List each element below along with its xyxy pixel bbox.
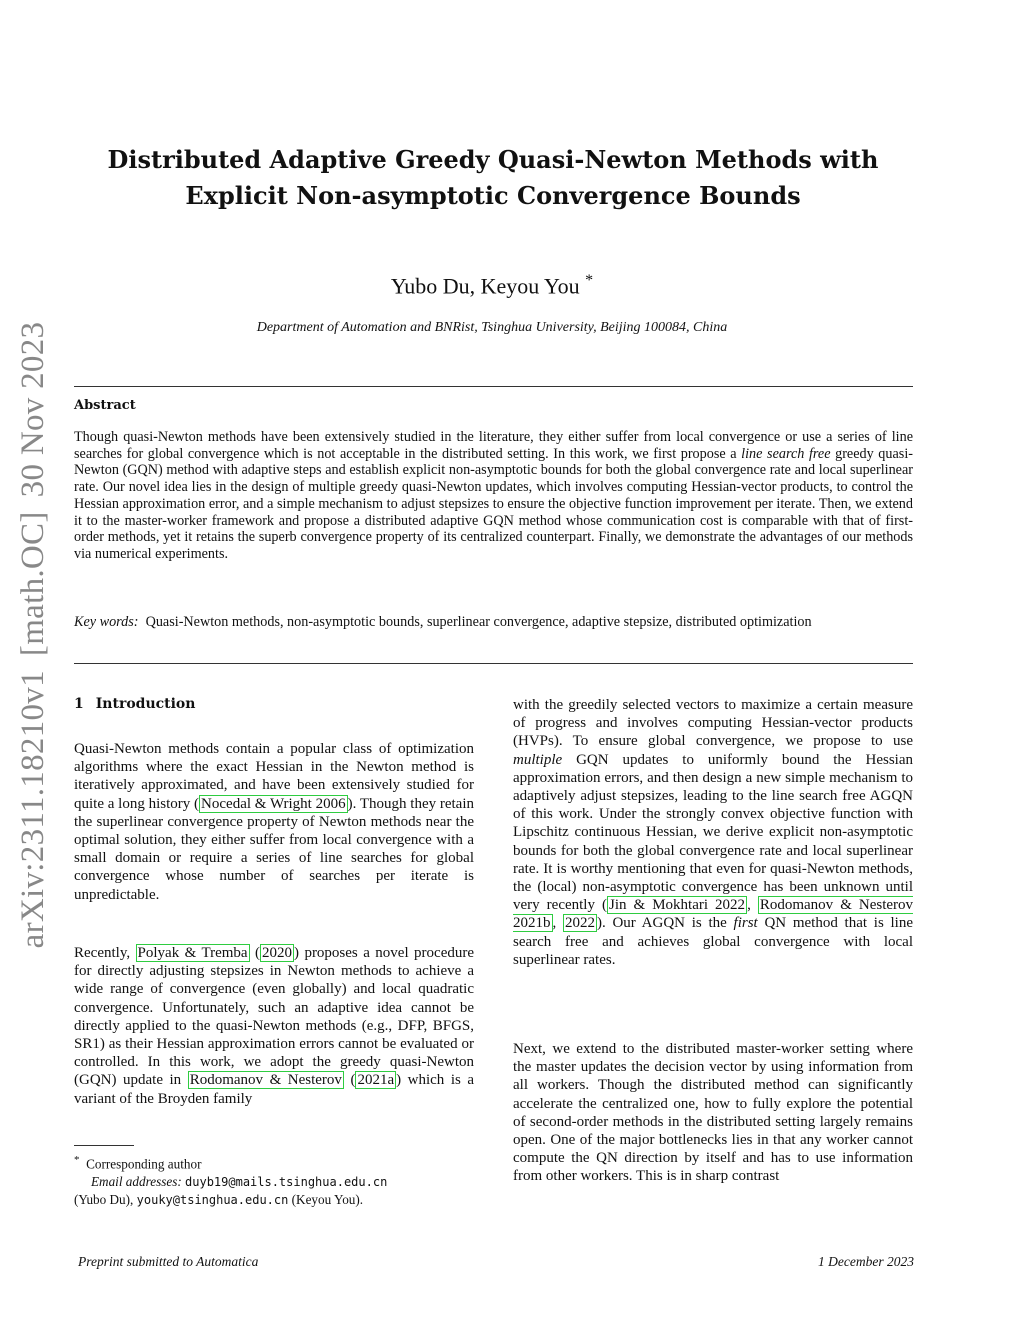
footnote-line-3	[74, 1191, 474, 1209]
author-name: (Yubo Du),	[74, 1192, 134, 1208]
arxiv-id: arXiv:2311.18210v1	[15, 670, 51, 949]
footer-date: 1 December 2023	[818, 1254, 914, 1269]
citation-link[interactable]: Nocedal & Wright 2006	[201, 795, 346, 812]
section-title: Introduction	[95, 696, 196, 712]
keywords-label: Key words:	[74, 614, 139, 630]
footnote-line-2	[74, 1173, 474, 1191]
arxiv-identifier	[10, 315, 56, 955]
arxiv-date: 30 Nov 2023	[15, 321, 51, 498]
section-number: 1	[74, 696, 84, 712]
paragraph-text: QN method that is line search free and achieves global convergence with local superlinear rates.	[513, 915, 914, 968]
citation-link[interactable]: Rodomanov & Nesterov 2021b	[513, 897, 914, 932]
citation-link[interactable]: Rodomanov & Nesterov	[189, 1072, 342, 1089]
intro-paragraph-1	[74, 740, 474, 904]
paragraph-text: ) which is a variant of the Broyden family	[74, 1072, 475, 1107]
email-link[interactable]: youky@tsinghua.edu.cn	[136, 1193, 289, 1208]
bottom-divider	[74, 663, 913, 664]
author-name: (Keyou You).	[291, 1192, 364, 1208]
paragraph-text: Quasi-Newton methods contain a popular class of optimization algorithms where the exact Hessian in the Newton method is iteratively approximated, and have been extensively studied for quite a long history (	[74, 741, 474, 812]
title-line-1: Distributed Adaptive Greedy Quasi-Newton Methods with	[107, 145, 879, 174]
footnote-line-1	[74, 1151, 474, 1173]
footnote-mark: *	[74, 1154, 80, 1166]
paragraph-text: ) proposes a novel procedure for directly adjusting stepsizes in Newton methods to achieve a wide range of convergence (even globally) and local quadratic convergence. Unfortunately, such an adaptive idea cannot be directly applied to the quasi-Newton methods (e.g., DFP, BFGS, SR1) as their Hessian approximation errors cannot be evaluated or controlled. In this work, we adopt the greedy quasi-Newton (GQN) update in	[74, 945, 475, 1089]
abstract-body	[74, 429, 913, 563]
paper-title	[60, 142, 926, 214]
affiliation: Department of Automation and BNRist, Tsinghua University, Beijing 100084, China	[256, 320, 728, 335]
authors	[0, 272, 984, 299]
emphasis: first	[733, 915, 758, 932]
paragraph-text: GQN updates to uniformly bound the Hessian approximation errors, and then design a new simple mechanism to adaptively adjust stepsizes, leading to the line search free AGQN of this work. Under the strongly convex objective function with Lipschitz continuous Hessian, we derive explicit non-asymptotic bounds for both the global convergence rate and local superlinear rate. It is worthy mentioning that even for quasi-Newton methods, the (local) non-asymptotic convergence has been unknown until very recently (	[513, 751, 913, 914]
intro-paragraph-4: Next, we extend to the distributed master-worker setting where the master updates the decision vector by using information from all workers. Though the distributed method can significantly accelerate the centralized one, how to fully explore the potential of second-order methods in the distributed setting largely remains open. One of the major bottlenecks lies in that any worker cannot compute the QN direction by itself and has to use information from other workers. This is in sharp contrast	[513, 1041, 913, 1185]
paragraph-text: ,	[552, 915, 563, 932]
abstract-text-part: Though quasi-Newton methods have been extensively studied in the literature, they either suffer from local convergence or use a series of line searches for global convergence which is not acceptable in the distributed setting. In this work, we first propose a	[74, 429, 913, 462]
paragraph-text: (	[249, 945, 261, 961]
section-heading	[74, 696, 195, 712]
abstract-heading: Abstract	[74, 398, 136, 413]
email-link[interactable]: duyb19@mails.tsinghua.edu.cn	[185, 1175, 388, 1190]
citation-link[interactable]: Jin & Mokhtari 2022	[609, 897, 746, 914]
citation-link[interactable]: 2022	[564, 915, 595, 932]
keywords-text: Quasi-Newton methods, non-asymptotic bounds, superlinear convergence, adaptive stepsize, distributed optimization	[145, 614, 812, 630]
paragraph-text: ). Though they retain the superlinear convergence property of Newton methods near the optimal solution, they either suffer from local convergence with a small domain or require a series of line searches for global convergence whose number of searches per iterate is unpredictable.	[74, 795, 475, 903]
intro-paragraph-3	[513, 696, 913, 969]
citation-link[interactable]: 2021a	[357, 1072, 395, 1089]
footer-preprint-note: Preprint submitted to Automatica	[78, 1254, 259, 1269]
footnote-corresponding: Corresponding author	[86, 1156, 202, 1172]
abstract-emphasis: line search free	[741, 445, 831, 462]
paragraph-text: with the greedily selected vectors to maximize a certain measure of progress and involves computing Hessian-vector products (HVPs). To ensure global convergence, we propose to use	[513, 697, 913, 750]
email-label: Email addresses:	[91, 1174, 182, 1190]
title-line-2: Explicit Non-asymptotic Convergence Bounds	[185, 181, 801, 210]
keywords	[74, 614, 913, 631]
top-divider	[74, 386, 913, 387]
paragraph-text: ). Our AGQN is the	[596, 915, 734, 932]
emphasis: multiple	[513, 751, 563, 768]
author-names: Yubo Du, Keyou You	[390, 273, 580, 299]
author-footnote-mark: *	[585, 272, 594, 289]
arxiv-category: [math.OC]	[15, 511, 51, 657]
footnote	[74, 1151, 474, 1209]
paragraph-text: ,	[747, 897, 758, 914]
paragraph-text: Recently,	[74, 945, 136, 961]
intro-paragraph-2	[74, 944, 474, 1108]
paragraph-text: (	[343, 1072, 356, 1089]
citation-link[interactable]: 2020	[262, 945, 293, 961]
footnote-divider	[74, 1145, 134, 1146]
citation-link[interactable]: Polyak & Tremba	[137, 945, 248, 961]
abstract-text-part: greedy quasi-Newton (GQN) method with adaptive steps and establish explicit non-asymptotic bounds for both the global convergence rate and local superlinear rate. Our novel idea lies in the design of multiple greedy quasi-Newton updates, which involves computing Hessian-vector products, to control the Hessian approximation error, and a simple mechanism to adjust stepsizes to ensure the objective function improvement per iterate. Then, we extend it to the master-worker framework and propose a distributed adaptive GQN method whose communication cost is comparable with that of first-order methods, yet it retains the superb convergence property of its centralized counterpart. Finally, we demonstrate the advantages of our methods via numerical experiments.	[74, 445, 913, 562]
